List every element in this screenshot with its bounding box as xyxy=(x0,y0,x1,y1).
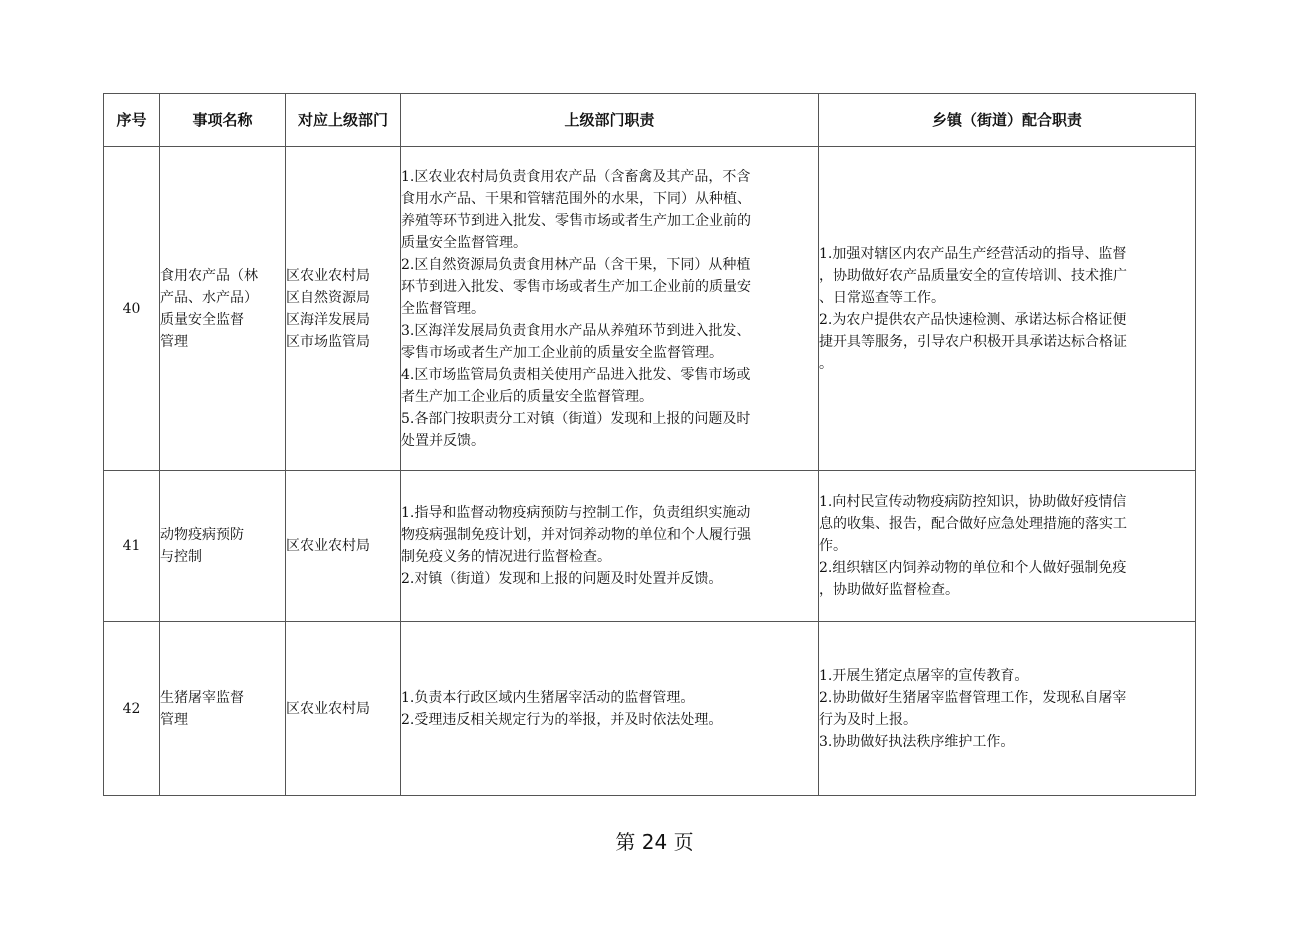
item-name-line: 产品、水产品） xyxy=(160,289,258,306)
upper-duty-line: 2.受理违反相关规定行为的举报，并及时依法处理。 xyxy=(401,711,723,728)
item-name-line: 动物疫病预防 xyxy=(160,527,244,543)
upper-duty-line: 1.指导和监督动物疫病预防与控制工作，负责组织实施动 xyxy=(401,505,751,521)
upper-duty-line: 5.各部门按职责分工对镇（街道）发现和上报的问题及时 xyxy=(401,410,751,427)
upper-duty-line: 全监督管理。 xyxy=(401,300,485,317)
upper-duties-cell xyxy=(401,147,819,471)
upper-duty-line: 处置并反馈。 xyxy=(401,432,485,449)
header-item-name: 事项名称 xyxy=(160,94,286,147)
department-line: 区自然资源局 xyxy=(286,289,370,306)
serial-number-cell: 42 xyxy=(104,622,160,796)
town-duty-line: 2.协助做好生猪屠宰监督管理工作，发现私自屠宰 xyxy=(819,689,1127,706)
town-duty-line: 1.向村民宣传动物疫病防控知识，协助做好疫情信 xyxy=(819,494,1127,510)
department-line: 区农业农村局 xyxy=(286,267,370,284)
upper-duty-line: 食用水产品、干果和管辖范围外的水果，下同）从种植、 xyxy=(401,190,751,207)
town-duty-line: 2.组织辖区内饲养动物的单位和个人做好强制免疫 xyxy=(819,560,1127,576)
item-name-cell xyxy=(160,147,286,471)
table-header-row xyxy=(104,94,1196,147)
town-duty-line: 、日常巡查等工作。 xyxy=(819,289,945,306)
town-duties-cell xyxy=(819,622,1196,796)
upper-department-cell xyxy=(286,471,401,622)
upper-duty-line: 者生产加工企业后的质量安全监督管理。 xyxy=(401,388,653,405)
upper-duty-line: 2.对镇（街道）发现和上报的问题及时处置并反馈。 xyxy=(401,571,723,587)
department-line: 区农业农村局 xyxy=(286,538,370,554)
duty-table xyxy=(103,93,1196,796)
item-name-cell xyxy=(160,622,286,796)
item-name-line: 与控制 xyxy=(160,549,202,565)
upper-duties-cell xyxy=(401,471,819,622)
town-duty-line: 息的收集、报告，配合做好应急处理措施的落实工 xyxy=(819,516,1127,532)
town-duty-line: 捷开具等服务，引导农户积极开具承诺达标合格证 xyxy=(819,333,1127,350)
header-upper-duties: 上级部门职责 xyxy=(401,94,819,147)
town-duty-line: ，协助做好农产品质量安全的宣传培训、技术推广 xyxy=(819,267,1127,284)
item-name-line: 生猪屠宰监督 xyxy=(160,689,244,706)
upper-department-cell xyxy=(286,147,401,471)
item-name-line: 质量安全监督 xyxy=(160,311,244,328)
upper-duty-line: 养殖等环节到进入批发、零售市场或者生产加工企业前的 xyxy=(401,212,751,229)
item-name-cell xyxy=(160,471,286,622)
town-duty-line: 行为及时上报。 xyxy=(819,711,917,728)
item-name-line: 管理 xyxy=(160,333,188,350)
header-upper-department: 对应上级部门 xyxy=(286,94,401,147)
upper-duty-line: 制免疫义务的情况进行监督检查。 xyxy=(401,549,611,565)
town-duty-line: ，协助做好监督检查。 xyxy=(819,582,959,598)
upper-duty-line: 1.负责本行政区域内生猪屠宰活动的监督管理。 xyxy=(401,689,695,706)
upper-duty-line: 2.区自然资源局负责食用林产品（含干果，下同）从种植 xyxy=(401,256,751,273)
upper-duty-line: 零售市场或者生产加工企业前的质量安全监督管理。 xyxy=(401,344,723,361)
town-duty-line: 。 xyxy=(819,355,833,372)
upper-duty-line: 物疫病强制免疫计划，并对饲养动物的单位和个人履行强 xyxy=(401,527,751,543)
item-name-line: 管理 xyxy=(160,711,188,728)
department-line: 区农业农村局 xyxy=(286,700,370,717)
town-duties-cell xyxy=(819,471,1196,622)
town-duty-line: 2.为农户提供农产品快速检测、承诺达标合格证便 xyxy=(819,311,1127,328)
department-line: 区市场监管局 xyxy=(286,333,370,350)
town-duty-line: 1.加强对辖区内农产品生产经营活动的指导、监督 xyxy=(819,245,1127,262)
serial-number-cell: 40 xyxy=(104,147,160,471)
table-row xyxy=(104,471,1196,622)
town-duty-line: 作。 xyxy=(819,538,847,554)
upper-duties-cell xyxy=(401,622,819,796)
serial-number-cell: 41 xyxy=(104,471,160,622)
town-duty-line: 1.开展生猪定点屠宰的宣传教育。 xyxy=(819,667,1029,684)
table-row xyxy=(104,622,1196,796)
upper-duty-line: 1.区农业农村局负责食用农产品（含畜禽及其产品，不含 xyxy=(401,168,751,185)
town-duty-line: 3.协助做好执法秩序维护工作。 xyxy=(819,733,1015,750)
item-name-line: 食用农产品（林 xyxy=(160,267,258,284)
page-number: 第 24 页 xyxy=(615,830,694,854)
upper-duty-line: 4.区市场监管局负责相关使用产品进入批发、零售市场或 xyxy=(401,366,751,383)
department-line: 区海洋发展局 xyxy=(286,311,370,328)
upper-duty-line: 环节到进入批发、零售市场或者生产加工企业前的质量安 xyxy=(401,278,751,295)
table-row xyxy=(104,147,1196,471)
header-serial-number: 序号 xyxy=(104,94,160,147)
header-town-duties: 乡镇（街道）配合职责 xyxy=(819,94,1196,147)
upper-duty-line: 3.区海洋发展局负责食用水产品从养殖环节到进入批发、 xyxy=(401,322,751,339)
upper-duty-line: 质量安全监督管理。 xyxy=(401,234,527,251)
upper-department-cell xyxy=(286,622,401,796)
town-duties-cell xyxy=(819,147,1196,471)
